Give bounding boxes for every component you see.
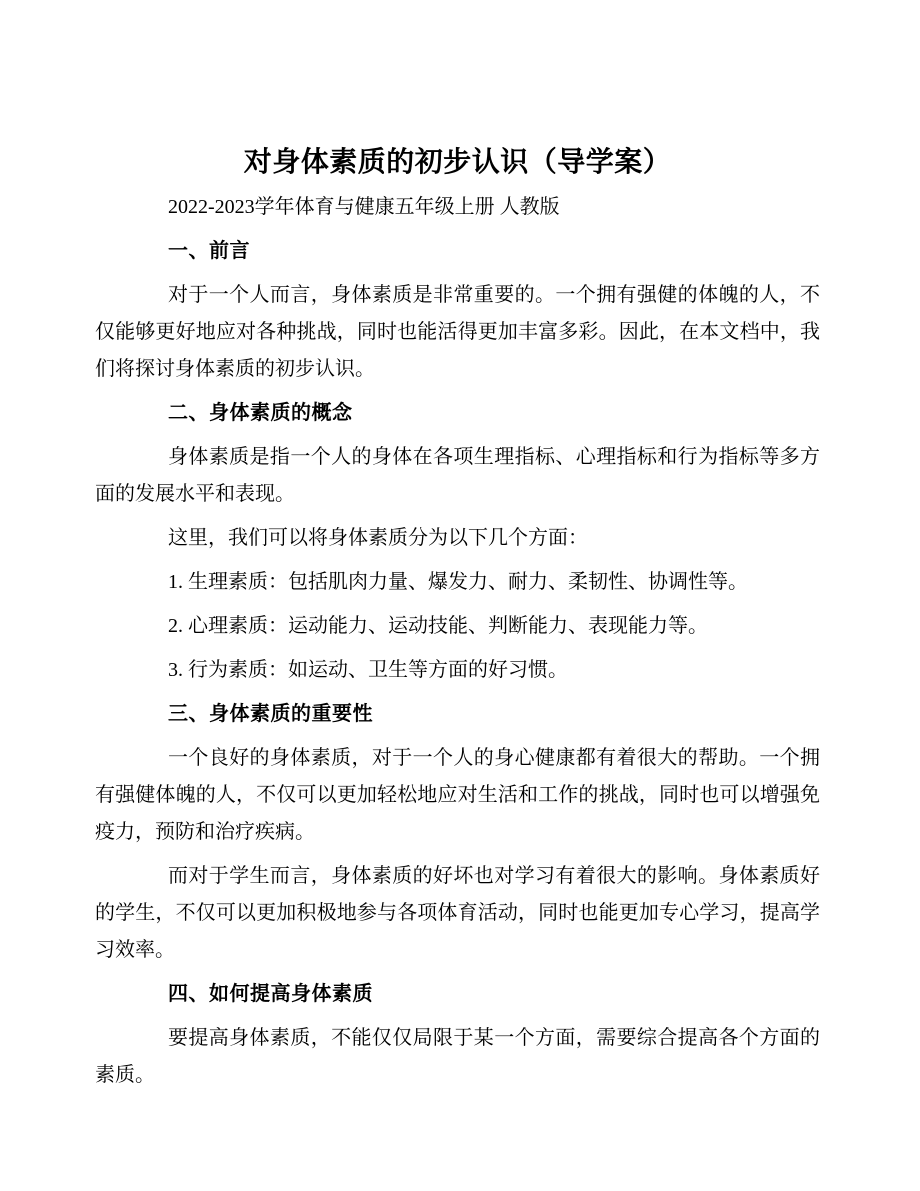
- document-subtitle: 2022-2023学年体育与健康五年级上册 人教版: [168, 196, 560, 218]
- section-heading-importance: 三、身体素质的重要性: [168, 703, 373, 725]
- paragraph: 身体素质是指一个人的身体在各项生理指标、心理指标和行为指标等多方面的发展水平和表现。: [95, 446, 820, 505]
- document-title: 对身体素质的初步认识（导学案）: [243, 147, 672, 178]
- section-heading-concept: 二、身体素质的概念: [168, 402, 353, 424]
- list-item: 1. 生理素质：包括肌肉力量、爆发力、耐力、柔韧性、协调性等。: [168, 571, 748, 593]
- paragraph: 而对于学生而言，身体素质的好坏也对学习有着很大的影响。身体素质好的学生，不仅可以更加积极地参与各项体育活动，同时也能更加专心学习，提高学习效率。: [95, 865, 820, 961]
- list-item: 2. 心理素质：运动能力、运动技能、判断能力、表现能力等。: [168, 615, 708, 637]
- section-heading-foreword: 一、前言: [168, 240, 250, 262]
- section-heading-how-to-improve: 四、如何提高身体素质: [168, 983, 373, 1005]
- list-item: 3. 行为素质：如运动、卫生等方面的好习惯。: [168, 659, 568, 681]
- paragraph: 要提高身体素质，不能仅仅局限于某一个方面，需要综合提高各个方面的素质。: [95, 1027, 820, 1086]
- paragraph: 对于一个人而言，身体素质是非常重要的。一个拥有强健的体魄的人，不仅能够更好地应对各种挑战，同时也能活得更加丰富多彩。因此，在本文档中，我们将探讨身体素质的初步认识。: [95, 284, 820, 380]
- paragraph: 这里，我们可以将身体素质分为以下几个方面：: [168, 527, 588, 549]
- paragraph: 一个良好的身体素质，对于一个人的身心健康都有着很大的帮助。一个拥有强健体魄的人，不仅可以更加轻松地应对生活和工作的挑战，同时也可以增强免疫力，预防和治疗疾病。: [95, 747, 820, 843]
